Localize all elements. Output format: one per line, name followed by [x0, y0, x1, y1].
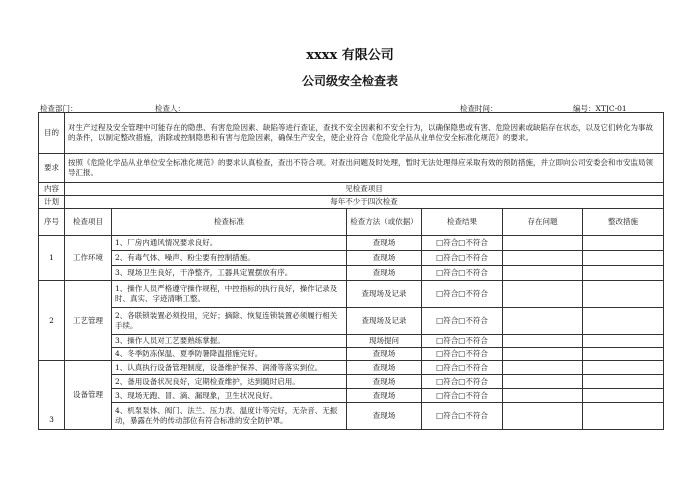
- standard-cell: 3、操作人员对工艺要熟练掌握。: [112, 335, 347, 348]
- result-checkbox[interactable]: □符合□不符合: [422, 335, 503, 348]
- requirement-text: 按照《危险化学品从业单位安全标准化规范》的要求认真检查，查出不符合项。对查出问题及时处理，暂时无法处理得应采取有效的预防措施，并立即向公司安委会和市安监局领导汇报。: [65, 154, 664, 183]
- measures-cell[interactable]: [583, 251, 664, 266]
- table-row: [39, 348, 664, 361]
- column-header-row: [39, 209, 664, 236]
- group-item: 工作环境: [65, 236, 112, 281]
- issues-cell[interactable]: [503, 403, 583, 430]
- result-checkbox[interactable]: □符合□不符合: [422, 348, 503, 361]
- standard-cell: 1、认真执行设备管理制度，设备维护保养、润滑等落实到位。: [112, 361, 347, 375]
- table-row: [39, 375, 664, 389]
- measures-cell[interactable]: [583, 361, 664, 375]
- result-checkbox[interactable]: □符合□不符合: [422, 266, 503, 281]
- standard-cell: 3、现场无跑、冒、滴、漏现象，卫生状况良好。: [112, 389, 347, 403]
- result-checkbox[interactable]: □符合□不符合: [422, 308, 503, 335]
- col-header-issues: 存在问题: [503, 209, 583, 236]
- standard-cell: 1、厂房内通风情况要求良好。: [112, 236, 347, 251]
- measures-cell[interactable]: [583, 266, 664, 281]
- table-row: [39, 335, 664, 348]
- method-cell: 查现场: [347, 403, 422, 430]
- group-no: 2: [39, 281, 65, 361]
- table-row: [39, 266, 664, 281]
- table-row: [39, 281, 664, 308]
- measures-cell[interactable]: [583, 308, 664, 335]
- col-header-method: 检查方法（或依据）: [347, 209, 422, 236]
- result-checkbox[interactable]: □符合□不符合: [422, 281, 503, 308]
- result-checkbox[interactable]: □符合□不符合: [422, 375, 503, 389]
- issues-cell[interactable]: [503, 308, 583, 335]
- result-checkbox[interactable]: □符合□不符合: [422, 236, 503, 251]
- method-cell: 查现场: [347, 266, 422, 281]
- method-cell: 查现场及记录: [347, 281, 422, 308]
- issues-cell[interactable]: [503, 281, 583, 308]
- method-cell: 查现场: [347, 361, 422, 375]
- issues-cell[interactable]: [503, 251, 583, 266]
- result-checkbox[interactable]: □符合□不符合: [422, 251, 503, 266]
- inspector-label: 检查人：: [155, 104, 185, 113]
- form-title: 公司级安全检查表: [301, 74, 398, 88]
- table-row: [39, 308, 664, 335]
- standard-cell: 1、操作人员严格遵守操作规程，中控指标的执行良好，操作记录及时、真实、字迹清晰工整。: [112, 281, 347, 308]
- time-label: 检查时间：: [460, 104, 498, 113]
- dept-label: 检查部门：: [40, 104, 78, 113]
- col-header-result: 检查结果: [422, 209, 503, 236]
- issues-cell[interactable]: [503, 236, 583, 251]
- purpose-row: [39, 113, 664, 154]
- table-row: [39, 236, 664, 251]
- issues-cell[interactable]: [503, 348, 583, 361]
- result-checkbox[interactable]: □符合□不符合: [422, 389, 503, 403]
- col-header-standard: 检查标准: [112, 209, 347, 236]
- standard-cell: 2、备用设备状况良好，定期检查维护，达到随时启用。: [112, 375, 347, 389]
- standard-cell: 2、有毒气体、噪声、粉尘要有控制措施。: [112, 251, 347, 266]
- purpose-label: 目的: [39, 113, 65, 154]
- measures-cell[interactable]: [583, 348, 664, 361]
- plan-row: [39, 196, 664, 209]
- col-header-item: 检查项目: [65, 209, 112, 236]
- table-row: [39, 389, 664, 403]
- requirement-label: 要求: [39, 154, 65, 183]
- group-no: 3: [39, 361, 65, 430]
- group-item: 工艺管理: [65, 281, 112, 361]
- content-row: [39, 183, 664, 196]
- standard-cell: 3、现场卫生良好，干净整齐，工器具定置摆放有序。: [112, 266, 347, 281]
- standard-cell: 4、冬季防冻保温、夏季防暑降温措施完好。: [112, 348, 347, 361]
- method-cell: 查现场: [347, 348, 422, 361]
- measures-cell[interactable]: [583, 236, 664, 251]
- standard-cell: 2、各联锁装置必须投用，完好；摘除、恢复连锁装置必须履行相关手续。: [112, 308, 347, 335]
- table-row: [39, 403, 664, 430]
- method-cell: 现场提问: [347, 335, 422, 348]
- col-header-measures: 整改措施: [583, 209, 664, 236]
- plan-value: 每年不少于四次检查: [65, 196, 664, 209]
- content-label: 内容: [39, 183, 65, 196]
- result-checkbox[interactable]: □符合□不符合: [422, 361, 503, 375]
- measures-cell[interactable]: [583, 281, 664, 308]
- method-cell: 查现场及记录: [347, 308, 422, 335]
- company-name: xxxx 有限公司: [306, 48, 394, 63]
- method-cell: 查现场: [347, 375, 422, 389]
- method-cell: 查现场: [347, 236, 422, 251]
- method-cell: 查现场: [347, 251, 422, 266]
- measures-cell[interactable]: [583, 403, 664, 430]
- measures-cell[interactable]: [583, 335, 664, 348]
- method-cell: 查现场: [347, 389, 422, 403]
- table-row: [39, 361, 664, 375]
- issues-cell[interactable]: [503, 361, 583, 375]
- group-no: 1: [39, 236, 65, 281]
- issues-cell[interactable]: [503, 335, 583, 348]
- group-item: 设备管理: [65, 361, 112, 430]
- table-row: [39, 251, 664, 266]
- issues-cell[interactable]: [503, 389, 583, 403]
- requirement-row: [39, 154, 664, 183]
- inspection-table: [38, 112, 664, 430]
- purpose-text: 对生产过程及安全管理中可能存在的隐患、有害危险因素、缺陷等进行查证，查找不安全因素和不安全行为，以确保隐患或有害、危险因素或缺陷存在状态，以及它们转化为事故的条件，以制定整改措施，消除或控制隐患和有害与危险因素，确保生产安全，使企业符合《危险化学品从业单位安全标准化规范》的要求。: [65, 113, 664, 154]
- issues-cell[interactable]: [503, 375, 583, 389]
- result-checkbox[interactable]: □符合□不符合: [422, 403, 503, 430]
- measures-cell[interactable]: [583, 389, 664, 403]
- issues-cell[interactable]: [503, 266, 583, 281]
- standard-cell: 4、机泵泵体、阀门、法兰、压力表、温度计等完好，无杂音、无振动，暴露在外的传动部位有符合标准的安全防护罩。: [112, 403, 347, 430]
- content-value: 见检查项目: [65, 183, 664, 196]
- plan-label: 计划: [39, 196, 65, 209]
- measures-cell[interactable]: [583, 375, 664, 389]
- col-header-no: 序号: [39, 209, 65, 236]
- number-label: 编号：XTJC-01: [573, 104, 627, 113]
